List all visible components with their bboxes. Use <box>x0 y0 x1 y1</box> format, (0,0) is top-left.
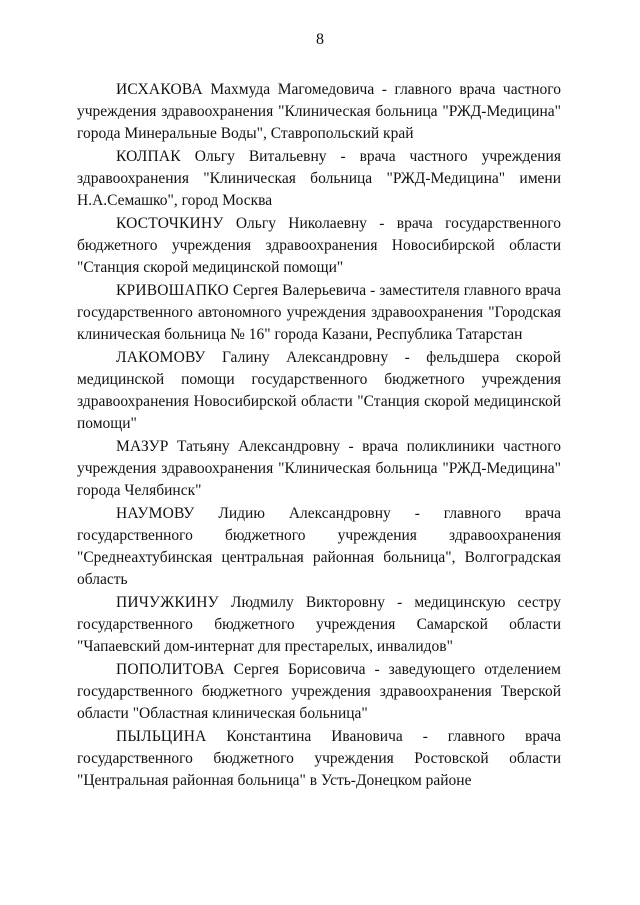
page-number: 8 <box>316 31 324 48</box>
award-entry <box>77 280 561 346</box>
award-entry <box>77 146 561 212</box>
entry-surname: ПОПОЛИТОВА <box>116 661 225 678</box>
entry-details: Людмилу Викторовну - медицинскую сестру государственного бюджетного учреждения Самарской области "Чапаевский дом-интернат для престарелых, инвалидов" <box>77 594 561 655</box>
entry-details: Ольгу Витальевну - врача частного учреждения здравоохранения "Клиническая больница "РЖД-Медицина" имени Н.А.Семашко", город Москва <box>77 148 561 209</box>
entry-details: Татьяну Александровну - врача поликлиники частного учреждения здравоохранения "Клиническая больница "РЖД-Медицина" города Челябинск" <box>77 438 561 499</box>
entry-details: Константина Ивановича - главного врача государственного бюджетного учреждения Ростовской области "Центральная районная больница" в Усть-Донецком районе <box>77 728 561 789</box>
entry-surname: КОЛПАК <box>116 148 181 165</box>
award-entry <box>77 726 561 792</box>
entry-details: Галину Александровну - фельдшера скорой медицинской помощи государственного бюджетного учреждения здравоохранения Новосибирской области "Станция скорой медицинской помощи" <box>77 349 561 432</box>
entry-surname: ЛАКОМОВУ <box>116 349 206 366</box>
award-entry <box>77 79 561 145</box>
entry-details: Лидию Александровну - главного врача государственного бюджетного учреждения здравоохранения "Среднеахтубинская центральная районная больница", Волгоградская область <box>77 505 561 588</box>
award-entry <box>77 436 561 502</box>
award-entry <box>77 213 561 279</box>
entry-surname: ПИЧУЖКИНУ <box>116 594 219 611</box>
entry-surname: НАУМОВУ <box>116 505 195 522</box>
entry-surname: МАЗУР <box>116 438 169 455</box>
award-list <box>77 79 561 793</box>
entry-surname: ИСХАКОВА <box>116 81 203 98</box>
entry-details: Сергея Валерьевича - заместителя главного врача государственного автономного учреждения здравоохранения "Городская клиническая больница № 16" города Казани, Республика Татарстан <box>77 282 561 343</box>
entry-surname: КРИВОШАПКО <box>116 282 229 299</box>
entry-details: Сергея Борисовича - заведующего отделением государственного бюджетного учреждения здравоохранения Тверской области "Областная клиническая больница" <box>77 661 561 722</box>
entry-surname: ПЫЛЬЦИНА <box>116 728 207 745</box>
entry-details: Ольгу Николаевну - врача государственного бюджетного учреждения здравоохранения Новосибирской области "Станция скорой медицинской помощи" <box>77 215 561 276</box>
award-entry <box>77 659 561 725</box>
award-entry <box>77 503 561 591</box>
award-entry <box>77 592 561 658</box>
entry-details: Махмуда Магомедовича - главного врача частного учреждения здравоохранения "Клиническая больница "РЖД-Медицина" города Минеральные Воды", Ставропольский край <box>77 81 561 142</box>
award-entry <box>77 347 561 435</box>
entry-surname: КОСТОЧКИНУ <box>116 215 224 232</box>
